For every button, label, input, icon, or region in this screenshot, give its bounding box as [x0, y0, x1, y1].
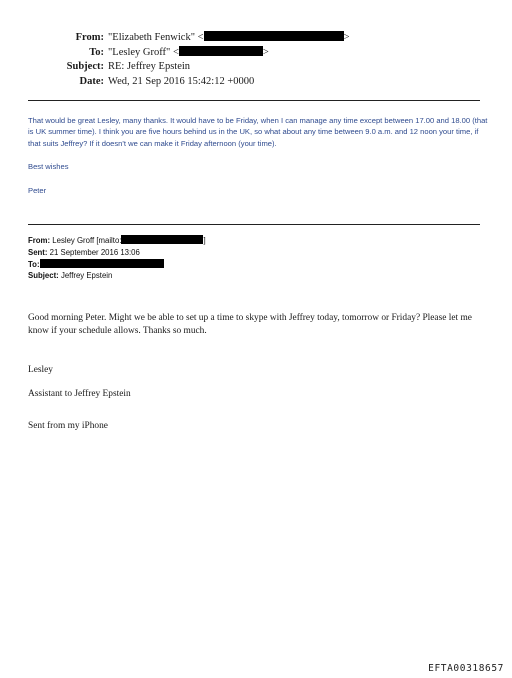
subject-label: Subject:: [66, 61, 104, 72]
quoted-header: [28, 235, 206, 282]
redaction-bar: [179, 46, 263, 56]
bates-number: EFTA00318657: [428, 663, 504, 674]
quoted-to-row: To:: [28, 259, 206, 271]
reply-paragraph: That would be great Lesley, many thanks. It would have to be Friday, when I can manage any time except between 17.00 and 18.00 (that is UK summer time). I think you are five hours behind us in the UK, so what about any time between 9.0 a.m. and 12 noon your time, if that suits Jeffrey? If it doesn't we can make it Friday afternoon (your time).: [28, 116, 488, 148]
to-label: To:: [89, 46, 104, 58]
redaction-bar: [204, 31, 344, 41]
header-from-row: [0, 31, 512, 46]
quoted-sent-row: Sent: 21 September 2016 13:06: [28, 247, 140, 257]
quoted-subject-row: Subject: Jeffrey Epstein: [28, 271, 113, 281]
redaction-bar: [40, 259, 164, 268]
redaction-bar: [121, 235, 203, 244]
reply-signoff: Best wishes: [28, 162, 69, 172]
date-label: Date:: [79, 75, 104, 87]
quote-divider: [28, 224, 480, 225]
to-value: "Lesley Groff" < >: [108, 46, 269, 58]
date-value: Wed, 21 Sep 2016 15:42:12 +0000: [108, 75, 255, 87]
original-message: [28, 312, 490, 338]
reply-name: Peter: [28, 185, 47, 195]
quoted-from-row: From: Lesley Groff [mailto: ]: [28, 236, 206, 245]
header-to-row: [0, 46, 512, 61]
signature-title: Assistant to Jeffrey Epstein: [28, 389, 131, 399]
header-date-row: [0, 75, 512, 90]
from-label: From:: [75, 32, 104, 43]
original-message-text: Good morning Peter. Might we be able to set up a time to skype with Jeffrey today, tomorrow or Friday? Please let me know if your schedule allows. Thanks so much.: [28, 313, 472, 336]
subject-value: RE: Jeffrey Epstein: [108, 61, 191, 72]
reply-body: [28, 115, 488, 196]
sent-from-line: Sent from my iPhone: [28, 421, 108, 431]
email-header: [0, 31, 512, 89]
header-subject-row: [0, 60, 512, 75]
signature-name: Lesley: [28, 365, 53, 375]
from-value: "Elizabeth Fenwick" < >: [108, 32, 350, 43]
header-divider: [28, 100, 480, 101]
